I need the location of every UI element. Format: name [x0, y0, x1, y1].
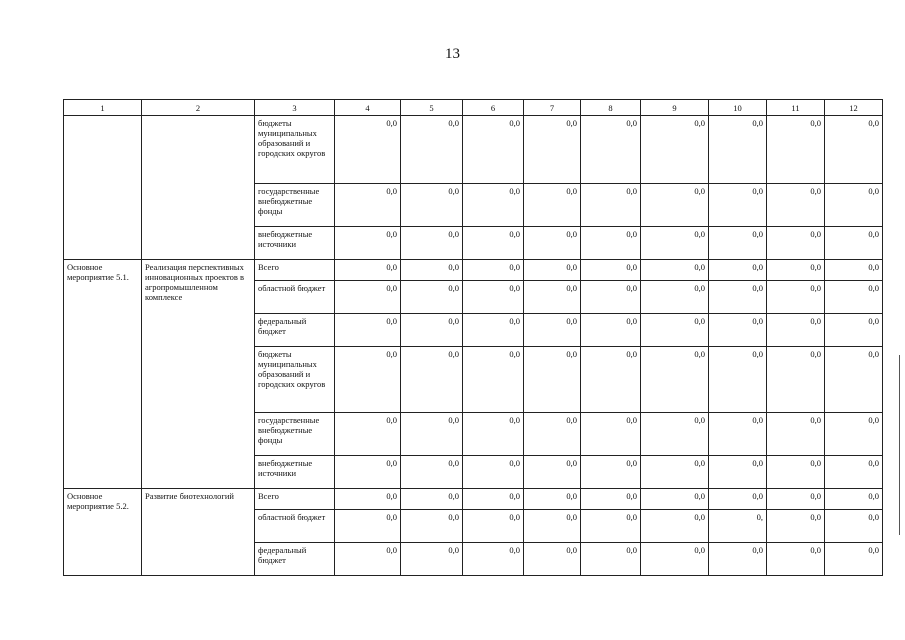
value-cell: 0,0: [335, 116, 401, 184]
value-cell: 0,0: [767, 227, 825, 260]
value-cell: 0,0: [335, 347, 401, 413]
value-cell: 0,0: [524, 314, 581, 347]
value-cell: 0,0: [524, 543, 581, 576]
value-cell: 0,0: [581, 260, 641, 281]
scan-edge-mark: [899, 355, 900, 535]
value-cell: 0,0: [825, 347, 883, 413]
value-cell: 0,0: [463, 456, 524, 489]
funding-source-cell: бюджеты муниципальных образований и городских округов: [255, 347, 335, 413]
value-cell: 0,0: [767, 116, 825, 184]
value-cell: 0,0: [463, 347, 524, 413]
column-header: 4: [335, 100, 401, 116]
value-cell: 0,0: [709, 281, 767, 314]
value-cell: 0,0: [641, 456, 709, 489]
value-cell: 0,0: [641, 510, 709, 543]
value-cell: 0,0: [401, 347, 463, 413]
table-row: [64, 260, 883, 281]
value-cell: 0,0: [581, 456, 641, 489]
value-cell: 0,: [709, 510, 767, 543]
value-cell: 0,0: [335, 489, 401, 510]
value-cell: 0,0: [524, 227, 581, 260]
value-cell: 0,0: [401, 543, 463, 576]
value-cell: 0,0: [524, 116, 581, 184]
value-cell: 0,0: [709, 227, 767, 260]
value-cell: 0,0: [463, 510, 524, 543]
value-cell: 0,0: [335, 510, 401, 543]
value-cell: 0,0: [767, 489, 825, 510]
value-cell: 0,0: [463, 260, 524, 281]
value-cell: 0,0: [825, 116, 883, 184]
value-cell: 0,0: [335, 260, 401, 281]
value-cell: 0,0: [524, 260, 581, 281]
value-cell: 0,0: [825, 260, 883, 281]
value-cell: 0,0: [641, 347, 709, 413]
value-cell: 0,0: [641, 281, 709, 314]
value-cell: 0,0: [767, 347, 825, 413]
value-cell: 0,0: [825, 543, 883, 576]
value-cell: 0,0: [825, 314, 883, 347]
value-cell: 0,0: [463, 227, 524, 260]
column-header: 5: [401, 100, 463, 116]
value-cell: 0,0: [825, 227, 883, 260]
value-cell: 0,0: [581, 116, 641, 184]
funding-source-cell: областной бюджет: [255, 510, 335, 543]
value-cell: 0,0: [581, 184, 641, 227]
value-cell: 0,0: [401, 184, 463, 227]
column-header: 7: [524, 100, 581, 116]
funding-source-cell: бюджеты муниципальных образований и городских округов: [255, 116, 335, 184]
value-cell: 0,0: [335, 413, 401, 456]
funding-source-cell: государственные внебюджетные фонды: [255, 413, 335, 456]
activity-name-cell: Развитие биотехнологий: [142, 489, 255, 576]
value-cell: 0,0: [335, 314, 401, 347]
value-cell: 0,0: [709, 260, 767, 281]
value-cell: 0,0: [401, 227, 463, 260]
value-cell: 0,0: [641, 184, 709, 227]
value-cell: 0,0: [401, 510, 463, 543]
value-cell: 0,0: [524, 456, 581, 489]
activity-cell: [64, 116, 142, 260]
value-cell: 0,0: [581, 510, 641, 543]
value-cell: 0,0: [335, 281, 401, 314]
column-header: 1: [64, 100, 142, 116]
value-cell: 0,0: [463, 184, 524, 227]
value-cell: 0,0: [767, 543, 825, 576]
value-cell: 0,0: [825, 489, 883, 510]
value-cell: 0,0: [401, 314, 463, 347]
value-cell: 0,0: [524, 184, 581, 227]
value-cell: 0,0: [463, 116, 524, 184]
value-cell: 0,0: [524, 281, 581, 314]
activity-name-cell: [142, 116, 255, 260]
value-cell: 0,0: [709, 184, 767, 227]
value-cell: 0,0: [709, 314, 767, 347]
value-cell: 0,0: [767, 184, 825, 227]
value-cell: 0,0: [335, 184, 401, 227]
value-cell: 0,0: [524, 347, 581, 413]
value-cell: 0,0: [463, 489, 524, 510]
funding-source-cell: Всего: [255, 260, 335, 281]
activity-cell: Основное мероприятие 5.2.: [64, 489, 142, 576]
value-cell: 0,0: [581, 227, 641, 260]
value-cell: 0,0: [524, 489, 581, 510]
value-cell: 0,0: [709, 413, 767, 456]
value-cell: 0,0: [709, 456, 767, 489]
value-cell: 0,0: [641, 543, 709, 576]
value-cell: 0,0: [641, 413, 709, 456]
activity-name-cell: Реализация перспективных инновационных проектов в агропромышленном комплексе: [142, 260, 255, 489]
value-cell: 0,0: [581, 543, 641, 576]
value-cell: 0,0: [463, 413, 524, 456]
value-cell: 0,0: [767, 456, 825, 489]
value-cell: 0,0: [401, 281, 463, 314]
value-cell: 0,0: [581, 347, 641, 413]
table-row: [64, 116, 883, 184]
value-cell: 0,0: [641, 116, 709, 184]
column-header: 3: [255, 100, 335, 116]
value-cell: 0,0: [767, 510, 825, 543]
value-cell: 0,0: [709, 116, 767, 184]
column-header: 2: [142, 100, 255, 116]
value-cell: 0,0: [463, 314, 524, 347]
value-cell: 0,0: [401, 116, 463, 184]
column-header: 11: [767, 100, 825, 116]
funding-source-cell: областной бюджет: [255, 281, 335, 314]
value-cell: 0,0: [524, 510, 581, 543]
value-cell: 0,0: [767, 281, 825, 314]
value-cell: 0,0: [581, 281, 641, 314]
value-cell: 0,0: [767, 314, 825, 347]
table-row: [64, 489, 883, 510]
activity-cell: Основное мероприятие 5.1.: [64, 260, 142, 489]
funding-source-cell: федеральный бюджет: [255, 543, 335, 576]
table-body: [64, 116, 883, 576]
value-cell: 0,0: [767, 260, 825, 281]
funding-source-cell: государственные внебюджетные фонды: [255, 184, 335, 227]
value-cell: 0,0: [641, 227, 709, 260]
value-cell: 0,0: [581, 314, 641, 347]
funding-source-cell: Всего: [255, 489, 335, 510]
budget-table: [63, 99, 883, 576]
value-cell: 0,0: [709, 543, 767, 576]
value-cell: 0,0: [825, 413, 883, 456]
column-header: 10: [709, 100, 767, 116]
value-cell: 0,0: [463, 281, 524, 314]
value-cell: 0,0: [524, 413, 581, 456]
page-number: 13: [445, 46, 460, 62]
value-cell: 0,0: [581, 413, 641, 456]
column-header: 6: [463, 100, 524, 116]
value-cell: 0,0: [641, 260, 709, 281]
column-header: 9: [641, 100, 709, 116]
value-cell: 0,0: [825, 456, 883, 489]
value-cell: 0,0: [641, 489, 709, 510]
value-cell: 0,0: [767, 413, 825, 456]
value-cell: 0,0: [401, 413, 463, 456]
value-cell: 0,0: [335, 227, 401, 260]
value-cell: 0,0: [825, 510, 883, 543]
value-cell: 0,0: [335, 456, 401, 489]
value-cell: 0,0: [463, 543, 524, 576]
funding-source-cell: внебюджетные источники: [255, 456, 335, 489]
funding-source-cell: внебюджетные источники: [255, 227, 335, 260]
column-header: 12: [825, 100, 883, 116]
value-cell: 0,0: [401, 260, 463, 281]
value-cell: 0,0: [825, 281, 883, 314]
value-cell: 0,0: [641, 314, 709, 347]
value-cell: 0,0: [401, 489, 463, 510]
header-row: [64, 100, 883, 116]
funding-source-cell: федеральный бюджет: [255, 314, 335, 347]
column-header: 8: [581, 100, 641, 116]
value-cell: 0,0: [335, 543, 401, 576]
value-cell: 0,0: [401, 456, 463, 489]
value-cell: 0,0: [825, 184, 883, 227]
value-cell: 0,0: [709, 489, 767, 510]
value-cell: 0,0: [709, 347, 767, 413]
value-cell: 0,0: [581, 489, 641, 510]
